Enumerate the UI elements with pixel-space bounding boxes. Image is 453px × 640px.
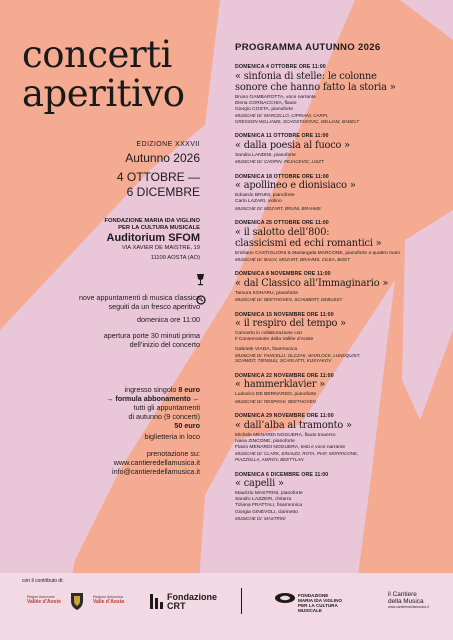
event-title: « dalla poesia al fuoco » [235,139,350,151]
event-music: MUSICHE DI: FANCELLI, OLCZAK, WARLOCK, LUNDQUIST, [235,352,361,358]
box-office: biglietteria in loco [144,432,200,441]
event-performer: Tamura KOHARU, pianoforte [235,290,299,296]
logo-cantiere-1: il Cantiere [388,591,417,598]
event-item [235,472,445,522]
dates-line-1: 4 OTTOBRE — [116,170,200,184]
logo-region-fr-small: Région Autonome [27,595,55,599]
booking-label: prenotazione su: [146,449,200,458]
season-label: Autunno 2026 [125,151,200,165]
event-date: DOMENICA 4 OTTOBRE ORE 11:00 [235,64,326,70]
event-title: sonore che hanno fatto la storia » [235,81,396,93]
event-title: « apollineo e dionisiaco » [235,180,356,192]
event-title: classicismi ed echi romantici » [235,237,382,249]
event-date: DOMENICA 6 DICEMBRE ORE 11:00 [235,471,329,478]
title-line-1: concerti [22,33,172,76]
logo-cantiere [388,591,429,610]
subscription-label: → formula abbonamento ← [106,394,200,403]
event-music: MUSICHE DI: RESPIGHI, BEETHOVEN [235,398,316,404]
logo-viglino-2: MARIA IDA VIGLINO [298,598,343,603]
booking-website-link[interactable]: www.cantieredellamusica.it [113,458,200,467]
event-performer: Gabriele VIADA, fisarmonica [235,346,298,352]
info-desc-2: seguiti da un fresco aperitivo [108,302,200,311]
event-title: « capelli » [235,478,284,490]
event-item [235,133,445,164]
logo-fondazione-crt [167,593,217,611]
event-performer: Maurizio MASTRINI, pianoforte [235,491,303,497]
event-performer: Bruno GAMBAROTTA, voce narrante [235,94,316,100]
event-performer: Ludovico DE BERNARDO, pianoforte [235,392,317,398]
event-performer: Sandro LAZZERI, chitarra [235,497,292,503]
event-performer: Giorgia GINEVOLI, clarinetto [235,509,298,515]
logo-viglino [298,593,342,613]
info-time: domenica ore 11:00 [137,315,200,324]
event-title: « dal Classico all’Immaginario » [235,277,389,289]
programme [235,42,445,530]
event-date: DOMENICA 22 NOVEMBRE ORE 11:00 [235,372,334,379]
booking-email-link[interactable]: info@cantieredellamusica.it [112,467,200,476]
info-doors-1: apertura porte 30 minuti prima [103,331,200,340]
logo-region-fr-big: Vallée d’Aoste [27,599,61,605]
fondazione-crt-mark-icon [150,594,164,609]
event-music: MUSICHE DI: BACH, MOZART, BRAHMS, CILEA, BIZET [235,256,351,262]
event-date: DOMENICA 18 OTTOBRE ORE 11:00 [235,173,329,180]
event-item [235,312,445,364]
event-music: PIAZZOLLA, AMROV, BEETTLAN [235,456,304,462]
event-date: DOMENICA 8 NOVEMBRE ORE 11:00 [235,271,331,278]
info-desc-1: nove appuntamenti di musica classica [78,293,200,302]
logo-region-it-big: Valle d’Aosta [93,599,125,605]
logo-crt-label: CRT [167,601,186,611]
logo-region-fr [27,595,61,605]
subscription-desc-1: tutti gli appuntamenti [133,403,200,412]
footer-divider [241,588,242,614]
venue-org-line-1: FONDAZIONE MARIA IDA VIGLINO [104,218,200,224]
event-performer: Elena CORNACCHIA, flauto [235,100,297,106]
venue-name: Auditorium SFOM [106,232,200,244]
event-title: « hammerklavier » [235,379,326,391]
event-performer: Tiziana FRATTALI, fisarmonica [235,503,303,509]
event-performer: Sandra LANDINI, pianoforte [235,152,296,158]
event-date: DOMENICA 29 NOVEMBRE ORE 11:00 [235,413,334,420]
logo-cantiere-2: della Musica [388,598,424,605]
title-line-2: aperitivo [22,72,185,115]
venue-block [20,218,200,262]
event-performer: Ivana ZINCONE, pianoforte [235,438,295,444]
wine-glass-icon [196,273,205,286]
logo-region-it [93,595,124,605]
logo-fondazione-label: Fondazione [167,592,217,602]
event-item [235,174,445,212]
event-title: « sinfonia di stelle: le colonne [235,70,377,82]
viglino-logo-icon [274,592,296,604]
event-music: SCHMIDT, TIENSUU, SCARLATTI, KUSYAKOV [235,358,332,364]
logo-region-it-small: Regione Autonoma [93,595,123,599]
booking-block [0,449,200,476]
subscription-price: 50 euro [174,421,200,430]
info-doors-2: dell’inizio del concerto [129,340,200,349]
event-music: MUSICHE DI: MASTRINI [235,515,286,521]
single-ticket-price: 8 euro [178,385,200,394]
event-item [235,413,445,462]
event-performer: Concerto in collaborazione con [235,331,303,337]
event-music: MUSICHE DI: MARCELLO, CIPRIANI, CARPI, [235,113,329,119]
contrib-label: con il contributo di: [22,578,64,584]
edition-label: EDIZIONE XXXVII [136,141,200,148]
event-title: « il salotto dell’800: [235,226,330,238]
event-performer: Edoardo BRUNI, pianoforte [235,193,295,199]
logo-viglino-4: MUSICALE [298,608,322,613]
event-item [235,373,445,404]
bg-shape-top-right [400,0,453,40]
event-performer: Il Conservatoire della Vallée d’Aoste [235,337,314,343]
event-performer: Carlo LAZARI, violino [235,199,282,205]
venue-address-1: VIA XAVIER DE MAISTRE, 19 [121,245,200,251]
ticket-block [0,385,200,430]
logo-viglino-1: FONDAZIONE [298,593,329,598]
event-music: MUSICHE DI: CLARK, EINAUDI, ROTA, PIAF, MORRICONE, [235,451,359,457]
single-ticket-label: ingresso singolo [124,385,177,394]
event-date: DOMENICA 25 OTTOBRE ORE 11:00 [235,220,329,227]
event-date: DOMENICA 11 OTTOBRE ORE 11:00 [235,133,329,140]
event-list [235,64,445,521]
event-title: « dall’alba al tramonto » [235,419,352,431]
footer-band [0,573,453,640]
event-title: « il respiro del tempo » [235,318,346,330]
subscription-desc-2: di autunno (9 concerti) [128,412,200,421]
event-date: DOMENICA 15 NOVEMBRE ORE 11:00 [235,311,334,318]
venue-address-2: 11100 AOSTA (AO) [150,255,200,261]
event-item [235,64,445,124]
coat-of-arms-icon [69,591,85,611]
event-performer: Flavio MENARDI NOGUERA, testi e voce narrante [235,445,346,451]
programme-heading: PROGRAMMA AUTUNNO 2026 [235,42,381,53]
dates-line-2: 6 DICEMBRE [126,185,200,199]
event-music: MUSICHE DI: CHOPIN, PEJACEVIC, LISZT [235,159,324,164]
event-music: MUSICHE DI: BEETHOVEN, SCHUBERT, DEBUSSY [235,297,343,303]
info-doors [0,331,200,349]
info-description [0,293,200,311]
event-performer: Michele MENARDI NOGUERA, flauto traverso [235,432,336,438]
event-performer: Emiliano CASTIGLIONI & Mariangela MARCONE, pianoforte a quattro mani [235,250,400,256]
event-music: MUSICHE DI: MOZART, BRUNI, BRAHMS [235,205,321,211]
logo-cantiere-url: www.cantieredellamusica.it [388,605,429,609]
venue-org-line-2: PER LA CULTURA MUSICALE [118,225,200,231]
event-performer: Giorgio COSTA, pianoforte [235,106,294,112]
event-item [235,220,445,262]
event-music: GRESSON-WILLIAMS, SCHOSTAKOVIC, WILLIAM, BADELT [235,118,360,124]
event-item [235,271,445,302]
logo-viglino-3: PER LA CULTURA [298,603,338,608]
